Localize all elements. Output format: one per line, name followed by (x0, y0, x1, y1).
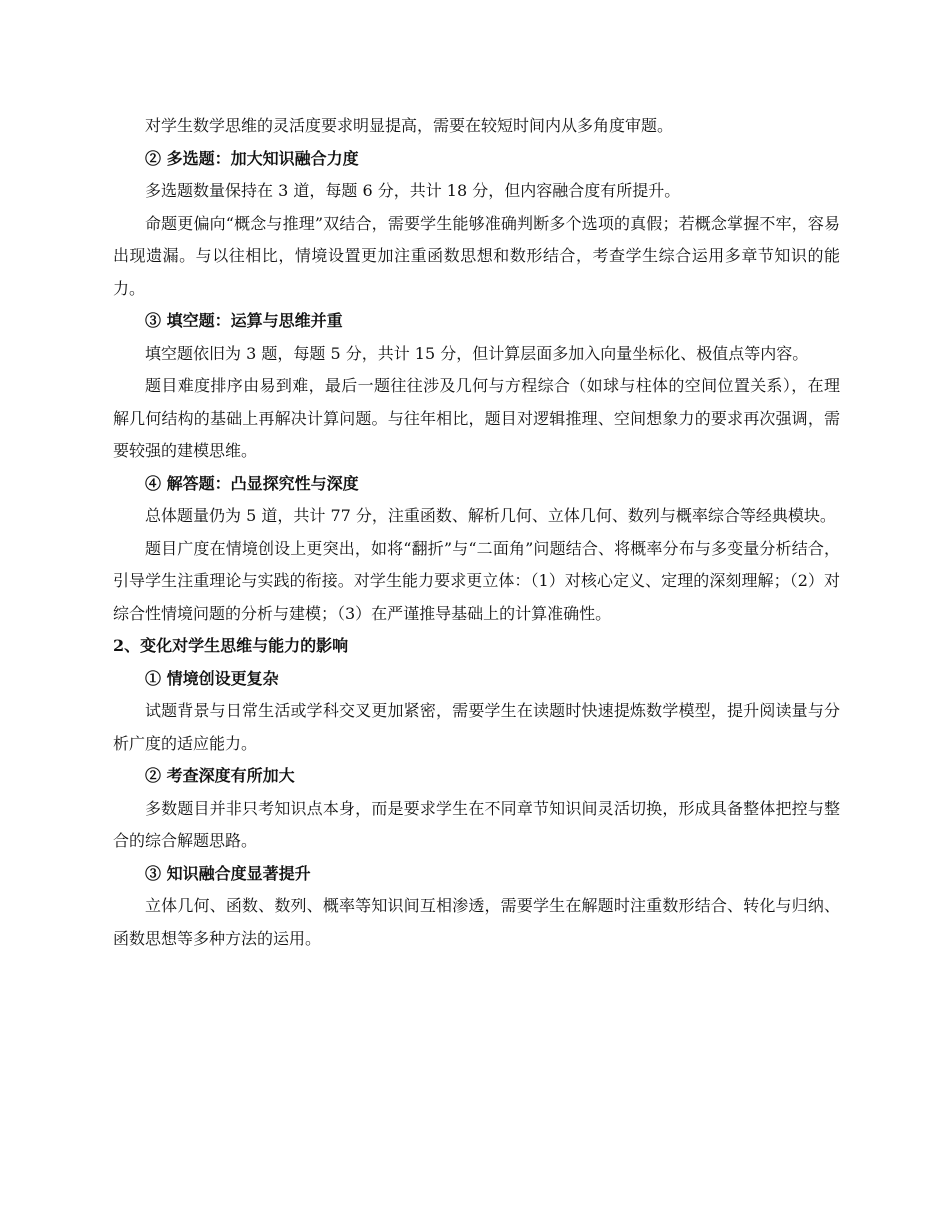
paragraph-impact-integration: 立体几何、函数、数列、概率等知识间互相渗透，需要学生在解题时注重数形结合、转化与归纳、函数思想等多种方法的运用。 (113, 896, 840, 948)
paragraph-multiple-choice-count: 多选题数量保持在 3 道，每题 6 分，共计 18 分，但内容融合度有所提升。 (145, 181, 681, 200)
paragraph-solution-detail: 题目广度在情境创设上更突出，如将“翻折”与“二面角”问题结合、将概率分布与多变量分析结合，引导学生注重理论与实践的衔接。对学生能力要求更立体：（1）对核心定义、定理的深刻理解；（2）对综合性情境问题的分析与建模；（3）在严谨推导基础上的计算准确性。 (113, 538, 840, 623)
paragraph-fill-blank-detail: 题目难度排序由易到难，最后一题往往涉及几何与方程综合（如球与柱体的空间位置关系），在理解几何结构的基础上再解决计算问题。与往年相比，题目对逻辑推理、空间想象力的要求再次强调，需要较强的建模思维。 (113, 376, 840, 460)
paragraph-multiple-choice-detail: 命题更偏向“概念与推理”双结合，需要学生能够准确判断多个选项的真假；若概念掌握不牢，容易出现遗漏。与以往相比，情境设置更加注重函数思想和数形结合，考查学生综合运用多章节知识的能力。 (113, 213, 840, 298)
section-heading-impact: 2、变化对学生思维与能力的影响 (113, 636, 349, 655)
heading-fill-blank: ③ 填空题：运算与思维并重 (145, 311, 343, 330)
paragraph-fill-blank-count: 填空题依旧为 3 题，每题 5 分，共计 15 分，但计算层面多加入向量坐标化、极值点等内容。 (145, 343, 809, 363)
heading-multiple-choice: ② 多选题：加大知识融合力度 (145, 148, 359, 168)
paragraph-impact-depth: 多数题目并非只考知识点本身，而是要求学生在不同章节知识间灵活切换，形成具备整体把控与整合的综合解题思路。 (113, 798, 840, 850)
paragraph-impact-context: 试题背景与日常生活或学科交叉更加紧密，需要学生在读题时快速提炼数学模型，提升阅读量与分析广度的适应能力。 (113, 701, 840, 753)
heading-solution: ④ 解答题：凸显探究性与深度 (145, 473, 359, 493)
paragraph-solution-count: 总体题量仍为 5 道，共计 77 分，注重函数、解析几何、立体几何、数列与概率综合等经典模块。 (145, 506, 836, 525)
paragraph-intro-tail: 对学生数学思维的灵活度要求明显提高，需要在较短时间内从多角度审题。 (145, 116, 674, 135)
heading-impact-context: ① 情境创设更复杂 (145, 668, 279, 688)
document-body (113, 110, 840, 955)
heading-impact-depth: ② 考查深度有所加大 (145, 766, 295, 785)
heading-impact-integration: ③ 知识融合度显著提升 (145, 863, 311, 883)
